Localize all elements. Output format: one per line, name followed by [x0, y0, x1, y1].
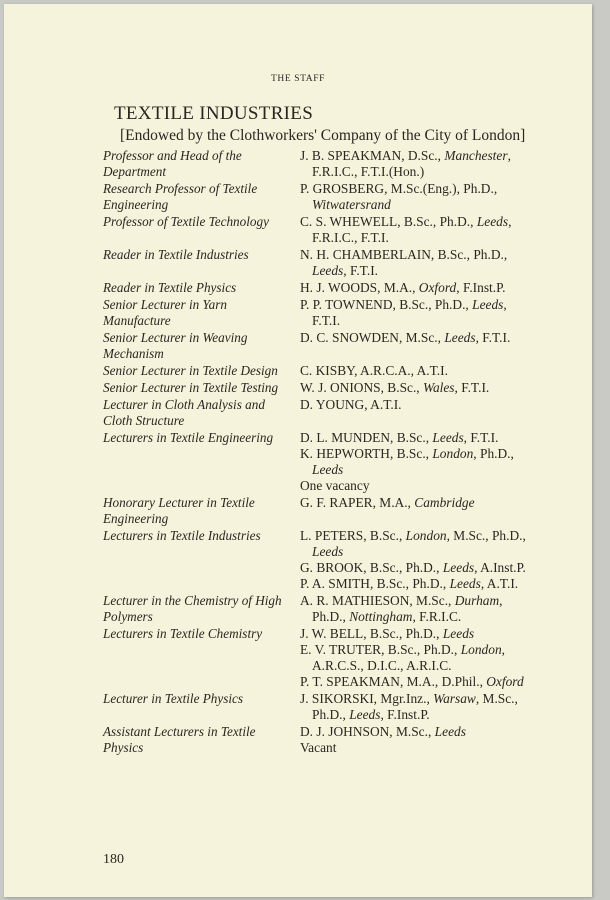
- staff-entry: [103, 214, 543, 246]
- staff-member: [300, 642, 536, 674]
- role-title: Senior Lecturer in Textile Testing: [103, 380, 279, 395]
- name-credentials: C. KISBY, A.R.C.A., A.T.I.: [300, 363, 448, 378]
- staff-entry: [103, 280, 543, 296]
- role-title: Research Professor of Textile Engineering: [103, 181, 258, 212]
- name-credentials: , F.T.I.: [475, 330, 511, 345]
- institution-name: Leeds: [442, 626, 475, 641]
- role-holders: [300, 330, 536, 346]
- staff-member: [300, 430, 536, 446]
- staff-member: [300, 247, 536, 279]
- institution-name: Leeds: [432, 430, 464, 445]
- institution-name: Leeds: [472, 297, 504, 312]
- role-holders: [300, 297, 536, 329]
- role-title: Senior Lecturer in Weaving Mechanism: [103, 330, 248, 361]
- institution-name: Leeds: [476, 214, 509, 229]
- section-title: TEXTILE INDUSTRIES: [114, 103, 314, 124]
- institution-name: London: [432, 446, 474, 461]
- staff-member: [300, 626, 536, 642]
- name-credentials: , A.Inst.P.: [474, 560, 526, 575]
- name-credentials: , F.T.I.: [312, 297, 507, 328]
- role-title: Honorary Lecturer in Textile Engineering: [103, 495, 255, 526]
- role-holders: [300, 724, 536, 756]
- staff-entry: [103, 691, 543, 723]
- name-credentials: L. PETERS, B.Sc.,: [300, 528, 406, 543]
- staff-list: [103, 148, 543, 757]
- institution-name: Leeds: [312, 263, 344, 278]
- name-credentials: J. B. SPEAKMAN, D.Sc.,: [300, 148, 445, 163]
- staff-entry: [103, 148, 543, 180]
- staff-member: [300, 478, 536, 494]
- book-page: [4, 4, 592, 897]
- running-head: THE STAFF: [271, 74, 325, 84]
- institution-name: Cambridge: [414, 495, 475, 510]
- staff-member: [300, 397, 536, 413]
- staff-member: [300, 363, 536, 379]
- role-title: Senior Lecturer in Yarn Manufacture: [103, 297, 227, 328]
- staff-member: [300, 674, 536, 690]
- staff-member: [300, 495, 536, 511]
- name-credentials: , F.Inst.P.: [380, 707, 430, 722]
- staff-entry: [103, 626, 543, 690]
- role-title: Lecturers in Textile Engineering: [103, 430, 274, 445]
- staff-entry: [103, 330, 543, 362]
- staff-entry: [103, 380, 543, 396]
- role-title: Lecturer in the Chemistry of High Polymers: [103, 593, 282, 624]
- name-credentials: P. T. SPEAKMAN, M.A., D.Phil.,: [300, 674, 487, 689]
- institution-name: Leeds: [312, 462, 344, 477]
- role-title: Lecturers in Textile Chemistry: [103, 626, 263, 641]
- name-credentials: G. F. RAPER, M.A.,: [300, 495, 415, 510]
- name-credentials: H. J. WOODS, M.A.,: [300, 280, 419, 295]
- name-credentials: , F.T.I.: [463, 430, 499, 445]
- role-holders: [300, 495, 536, 511]
- name-credentials: K. HEPWORTH, B.Sc.,: [300, 446, 433, 461]
- institution-name: Durham: [454, 593, 500, 608]
- institution-name: London: [460, 642, 502, 657]
- institution-name: Leeds: [349, 707, 381, 722]
- staff-member: [300, 740, 536, 756]
- page-number: 180: [103, 852, 124, 867]
- staff-member: [300, 528, 536, 560]
- institution-name: Witwatersrand: [312, 197, 391, 212]
- role-title: Senior Lecturer in Textile Design: [103, 363, 278, 378]
- role-holders: [300, 593, 536, 625]
- role-holders: [300, 528, 536, 592]
- institution-name: Oxford: [486, 674, 524, 689]
- institution-name: Leeds: [312, 544, 344, 559]
- name-credentials: C. S. WHEWELL, B.Sc., Ph.D.,: [300, 214, 477, 229]
- role-title: Lecturer in Textile Physics: [103, 691, 244, 706]
- staff-member: [300, 576, 536, 592]
- institution-name: Warsaw: [433, 691, 476, 706]
- staff-entry: [103, 181, 543, 213]
- role-holders: [300, 181, 536, 213]
- name-credentials: , F.T.I.: [454, 380, 490, 395]
- staff-entry: [103, 363, 543, 379]
- institution-name: Leeds: [434, 724, 466, 739]
- staff-member: [300, 330, 536, 346]
- name-credentials: D. J. JOHNSON, M.Sc.,: [300, 724, 435, 739]
- name-credentials: G. BROOK, B.Sc., Ph.D.,: [300, 560, 443, 575]
- name-credentials: D. C. SNOWDEN, M.Sc.,: [300, 330, 445, 345]
- institution-name: Wales: [423, 380, 455, 395]
- role-title: Lecturer in Cloth Analysis and Cloth Structure: [103, 397, 265, 428]
- role-title: Reader in Textile Physics: [103, 280, 237, 295]
- staff-member: [300, 297, 536, 329]
- staff-entry: [103, 297, 543, 329]
- staff-member: [300, 380, 536, 396]
- name-credentials: One vacancy: [300, 478, 370, 493]
- name-credentials: , F.R.I.C.: [412, 609, 462, 624]
- endowment-note: [Endowed by the Clothworkers' Company of the City of London]: [120, 127, 526, 144]
- staff-entry: [103, 495, 543, 527]
- staff-member: [300, 214, 536, 246]
- staff-entry: [103, 247, 543, 279]
- name-credentials: P. GROSBERG, M.Sc.(Eng.), Ph.D.,: [300, 181, 498, 196]
- role-holders: [300, 397, 536, 413]
- staff-entry: [103, 724, 543, 756]
- name-credentials: J. W. BELL, B.Sc., Ph.D.,: [300, 626, 443, 641]
- name-credentials: E. V. TRUTER, B.Sc., Ph.D.,: [300, 642, 461, 657]
- institution-name: Leeds: [442, 560, 475, 575]
- staff-member: [300, 724, 536, 740]
- name-credentials: Vacant: [300, 740, 337, 755]
- name-credentials: A. R. MATHIESON, M.Sc.,: [300, 593, 455, 608]
- name-credentials: , F.R.I.C., F.T.I.(Hon.): [312, 148, 511, 179]
- role-title: Professor and Head of the Department: [103, 148, 242, 179]
- staff-entry: [103, 528, 543, 592]
- staff-member: [300, 148, 536, 180]
- role-holders: [300, 363, 536, 379]
- institution-name: Manchester: [444, 148, 508, 163]
- name-credentials: D. YOUNG, A.T.I.: [300, 397, 402, 412]
- institution-name: Leeds: [449, 576, 481, 591]
- staff-member: [300, 446, 536, 478]
- role-holders: [300, 214, 536, 246]
- institution-name: London: [405, 528, 447, 543]
- staff-member: [300, 280, 536, 296]
- name-credentials: , M.Sc., Ph.D.,: [312, 691, 518, 722]
- staff-member: [300, 560, 536, 576]
- name-credentials: , F.T.I.: [343, 263, 379, 278]
- name-credentials: , A.T.I.: [480, 576, 519, 591]
- staff-entry: [103, 397, 543, 429]
- role-holders: [300, 691, 536, 723]
- name-credentials: P. A. SMITH, B.Sc., Ph.D.,: [300, 576, 450, 591]
- name-credentials: , Ph.D.,: [312, 593, 503, 624]
- role-holders: [300, 148, 536, 180]
- institution-name: Nottingham: [349, 609, 413, 624]
- institution-name: Oxford: [418, 280, 457, 295]
- name-credentials: , A.R.C.S., D.I.C., A.R.I.C.: [312, 642, 506, 673]
- staff-member: [300, 691, 536, 723]
- role-holders: [300, 280, 536, 296]
- staff-member: [300, 593, 536, 625]
- role-holders: [300, 626, 536, 690]
- staff-entry: [103, 430, 543, 494]
- name-credentials: , M.Sc., Ph.D.,: [446, 528, 526, 543]
- institution-name: Leeds: [444, 330, 476, 345]
- role-holders: [300, 380, 536, 396]
- role-title: Professor of Textile Technology: [103, 214, 269, 229]
- name-credentials: , Ph.D.,: [473, 446, 514, 461]
- name-credentials: W. J. ONIONS, B.Sc.,: [300, 380, 424, 395]
- staff-member: [300, 181, 536, 213]
- name-credentials: , F.R.I.C., F.T.I.: [312, 214, 512, 245]
- name-credentials: , F.Inst.P.: [456, 280, 506, 295]
- role-title: Assistant Lecturers in Textile Physics: [103, 724, 256, 755]
- staff-entry: [103, 593, 543, 625]
- role-holders: [300, 430, 536, 494]
- name-credentials: N. H. CHAMBERLAIN, B.Sc., Ph.D.,: [300, 247, 508, 262]
- role-holders: [300, 247, 536, 279]
- role-title: Reader in Textile Industries: [103, 247, 249, 262]
- name-credentials: D. L. MUNDEN, B.Sc.,: [300, 430, 433, 445]
- name-credentials: J. SIKORSKI, Mgr.Inz.,: [300, 691, 434, 706]
- role-title: Lecturers in Textile Industries: [103, 528, 261, 543]
- name-credentials: P. P. TOWNEND, B.Sc., Ph.D.,: [300, 297, 473, 312]
